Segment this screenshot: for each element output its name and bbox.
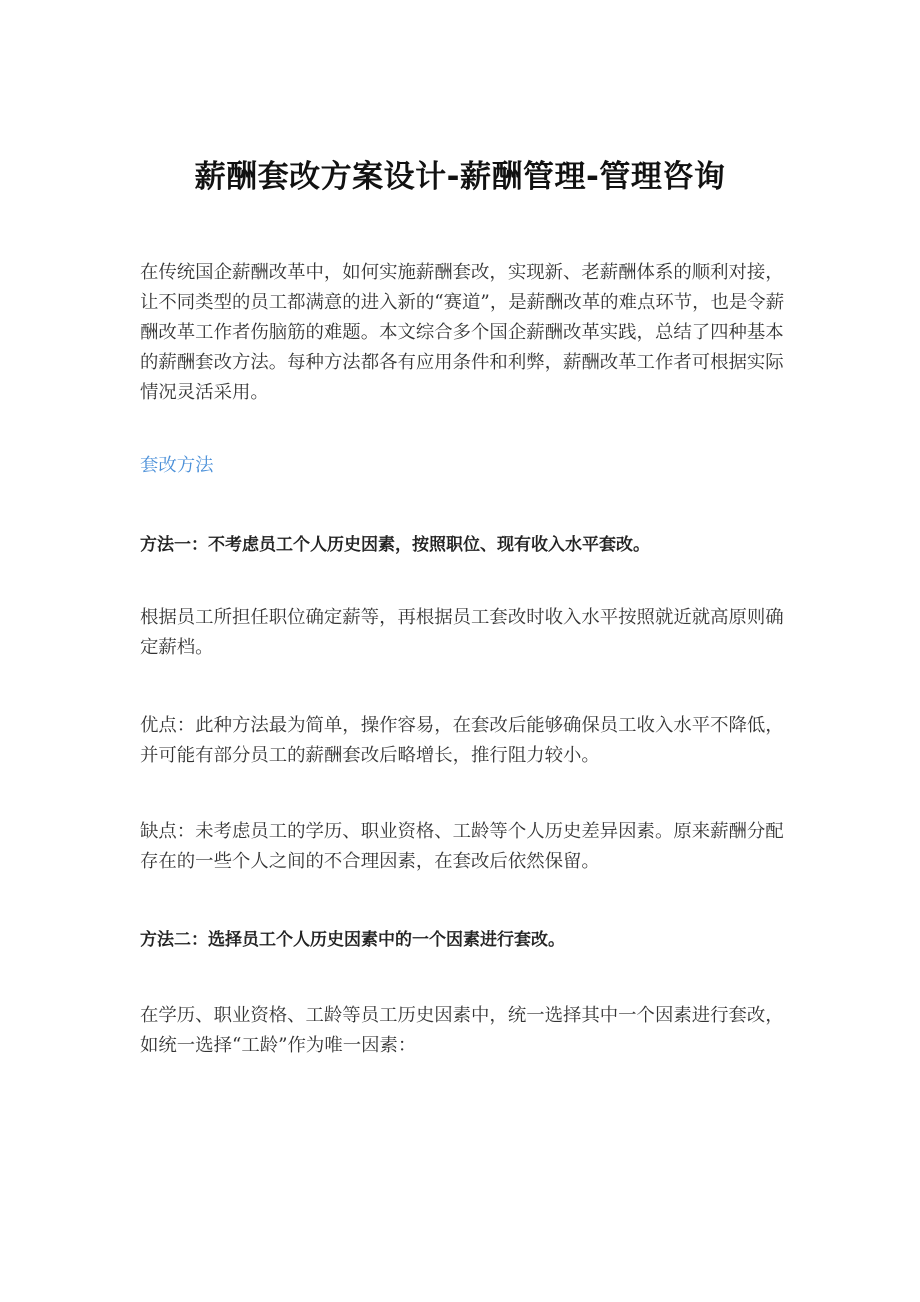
method1-cons: 缺点：未考虑员工的学历、职业资格、工龄等个人历史差异因素。原来薪酬分配存在的一些个人之间的不合理因素，在套改后依然保留。 [140,821,784,872]
method1-description: 根据员工所担任职位确定薪等，再根据员工套改时收入水平按照就近就高原则确定薪档。 [140,607,784,658]
method2-heading: 方法二：选择员工个人历史因素中的一个因素进行套改。 [140,930,565,950]
section-link-methods[interactable]: 套改方法 [140,455,214,476]
method2-description: 在学历、职业资格、工龄等员工历史因素中，统一选择其中一个因素进行套改，如统一选择“工龄”作为唯一因素： [140,1005,784,1056]
document-title: 薪酬套改方案设计-薪酬管理-管理咨询 [194,158,726,195]
method1-heading: 方法一：不考虑员工个人历史因素，按照职位、现有收入水平套改。 [140,535,650,555]
method1-pros: 优点：此种方法最为简单，操作容易，在套改后能够确保员工收入水平不降低，并可能有部分员工的薪酬套改后略增长，推行阻力较小。 [140,715,784,766]
intro-paragraph: 在传统国企薪酬改革中，如何实施薪酬套改，实现新、老薪酬体系的顺利对接，让不同类型的员工都满意的进入新的“赛道”，是薪酬改革的难点环节，也是令薪酬改革工作者伤脑筋的难题。本文综合多个国企薪酬改革实践，总结了四种基本的薪酬套改方法。每种方法都各有应用条件和利弊，薪酬改革工作者可根据实际情况灵活采用。 [140,262,785,403]
